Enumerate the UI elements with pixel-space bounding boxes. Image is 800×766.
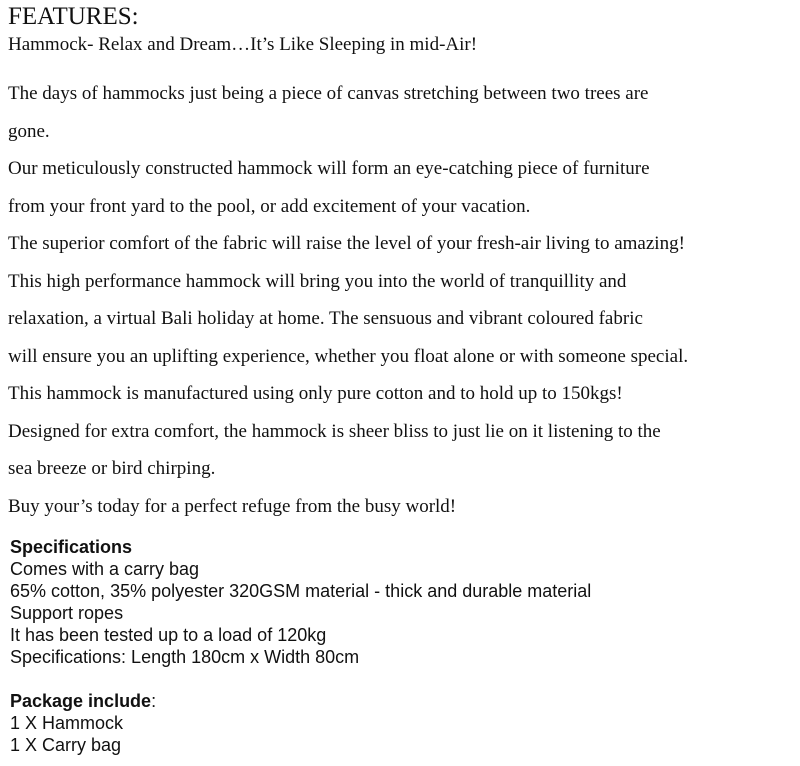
spec-item: Support ropes (10, 603, 124, 623)
features-description (8, 75, 798, 525)
package-heading: Package include (10, 691, 152, 711)
specifications-heading: Specifications (10, 537, 133, 557)
package-item: 1 X Carry bag (10, 735, 122, 755)
package-item: 1 X Hammock (10, 713, 124, 733)
description-line: relaxation, a virtual Bali holiday at home. The sensuous and vibrant coloured fabric (8, 308, 643, 329)
spec-item: Comes with a carry bag (10, 559, 200, 579)
features-tagline: Hammock- Relax and Dream…It’s Like Sleeping in mid-Air! (8, 34, 478, 55)
spec-item: Specifications: Length 180cm x Width 80cm (10, 647, 360, 667)
description-line: Our meticulously constructed hammock will form an eye-catching piece of furniture (8, 158, 650, 179)
description-line: from your front yard to the pool, or add excitement of your vacation. (8, 195, 531, 217)
description-line: gone. (8, 120, 50, 142)
package-heading-row (10, 690, 790, 712)
description-line: Buy your’s today for a perfect refuge from the busy world! (8, 495, 457, 517)
features-heading: FEATURES: (8, 3, 139, 30)
description-line: The days of hammocks just being a piece of canvas stretching between two trees are (8, 83, 649, 104)
section-spacer (10, 668, 790, 690)
description-line: This high performance hammock will bring you into the world of tranquillity and (8, 270, 627, 292)
spec-item: 65% cotton, 35% polyester 320GSM material - thick and durable material (10, 581, 592, 601)
description-line: Designed for extra comfort, the hammock is sheer bliss to just lie on it listening to the (8, 420, 661, 442)
description-line: will ensure you an uplifting experience, whether you float alone or with someone special. (8, 345, 689, 367)
description-line: The superior comfort of the fabric will raise the level of your fresh-air living to amazing! (8, 233, 685, 254)
description-line: sea breeze or bird chirping. (8, 458, 216, 479)
specifications-section (10, 536, 790, 756)
description-line: This hammock is manufactured using only pure cotton and to hold up to 150kgs! (8, 383, 623, 404)
spec-item: It has been tested up to a load of 120kg (10, 625, 327, 645)
package-heading-colon: : (151, 691, 157, 711)
